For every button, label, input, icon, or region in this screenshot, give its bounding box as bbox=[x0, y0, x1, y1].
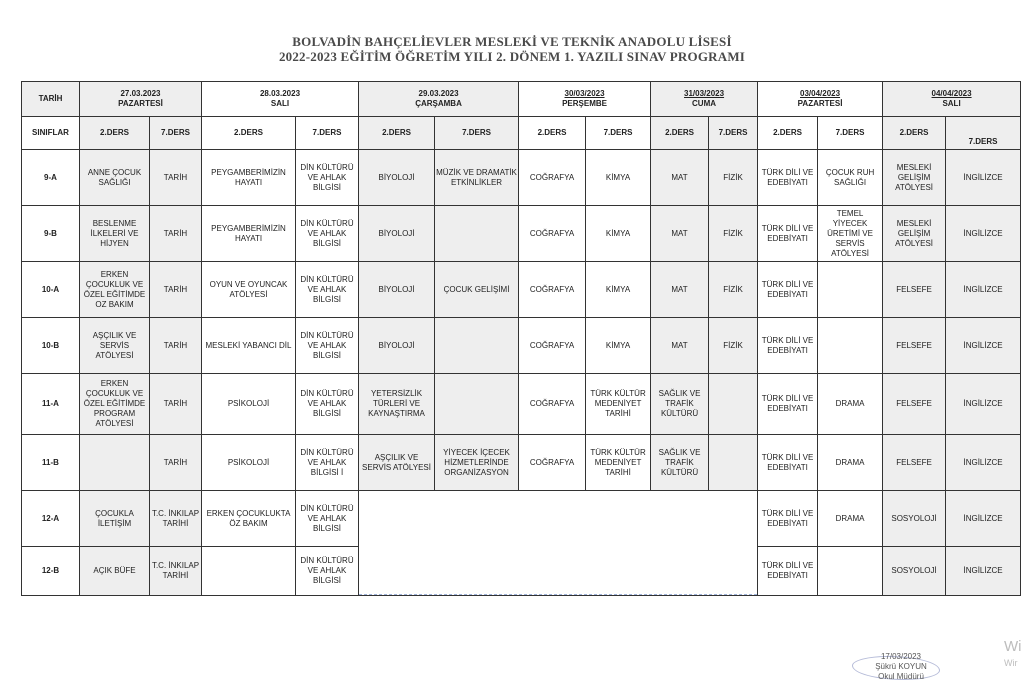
exam-schedule-table bbox=[21, 81, 1021, 596]
exam-cell: TARİH bbox=[150, 374, 202, 435]
tarih-label: TARİH bbox=[22, 82, 80, 117]
watermark-line-1: Wi bbox=[1004, 638, 1022, 655]
exam-cell: AŞÇILIK VE SERVİS ATÖLYESİ bbox=[80, 318, 150, 374]
exam-cell: ÇOCUK RUH SAĞLIĞI bbox=[818, 150, 883, 206]
lesson-label: 7.DERS bbox=[946, 117, 1021, 150]
exam-cell: MAT bbox=[651, 318, 709, 374]
exam-cell: MAT bbox=[651, 206, 709, 262]
day-header-7 bbox=[883, 82, 1021, 117]
lesson-label: 7.DERS bbox=[150, 117, 202, 150]
signature-date: 17/03/2023 bbox=[880, 652, 922, 661]
exam-cell: TÜRK KÜLTÜR MEDENİYET TARİHİ bbox=[586, 435, 651, 491]
exam-cell: ANNE ÇOCUK SAĞLIĞI bbox=[80, 150, 150, 206]
exam-cell: İNGİLİZCE bbox=[946, 491, 1021, 547]
exam-cell bbox=[435, 206, 519, 262]
exam-cell: MAT bbox=[651, 262, 709, 318]
lesson-label: 2.DERS bbox=[758, 117, 818, 150]
exam-cell: SAĞLIK VE TRAFİK KÜLTÜRÜ bbox=[651, 374, 709, 435]
lesson-label: 2.DERS bbox=[651, 117, 709, 150]
lesson-label: 2.DERS bbox=[202, 117, 296, 150]
exam-cell: TÜRK DİLİ VE EDEBİYATI bbox=[758, 374, 818, 435]
exam-cell: TÜRK DİLİ VE EDEBİYATI bbox=[758, 206, 818, 262]
class-label: 9-A bbox=[22, 150, 80, 206]
exam-cell bbox=[818, 262, 883, 318]
exam-cell: TÜRK DİLİ VE EDEBİYATI bbox=[758, 318, 818, 374]
exam-cell: YİYECEK İÇECEK HİZMETLERİNDE ORGANİZASYON bbox=[435, 435, 519, 491]
table-body bbox=[22, 82, 1021, 596]
exam-cell: OYUN VE OYUNCAK ATÖLYESİ bbox=[202, 262, 296, 318]
exam-cell bbox=[818, 318, 883, 374]
exam-cell bbox=[435, 374, 519, 435]
table-row bbox=[22, 150, 1021, 206]
table-row bbox=[22, 374, 1021, 435]
exam-cell: BESLENME İLKELERİ VE HİJYEN bbox=[80, 206, 150, 262]
exam-cell bbox=[80, 435, 150, 491]
exam-cell bbox=[435, 318, 519, 374]
exam-cell bbox=[709, 435, 758, 491]
day-date: 29.03.2023 bbox=[418, 89, 459, 98]
lesson-label: 7.DERS bbox=[296, 117, 359, 150]
class-label: 9-B bbox=[22, 206, 80, 262]
day-name: SALI bbox=[942, 99, 961, 108]
lesson-label: 2.DERS bbox=[883, 117, 946, 150]
exam-cell: COĞRAFYA bbox=[519, 262, 586, 318]
exam-cell: T.C. İNKILAP TARİHİ bbox=[150, 547, 202, 596]
exam-cell: TARİH bbox=[150, 262, 202, 318]
day-header-1 bbox=[80, 82, 202, 117]
signature-title: Okul Müdürü bbox=[878, 672, 924, 681]
exam-cell: DRAMA bbox=[818, 491, 883, 547]
exam-cell: PEYGAMBERİMİZİN HAYATI bbox=[202, 206, 296, 262]
siniflar-label: SINIFLAR bbox=[22, 117, 80, 150]
exam-cell: DİN KÜLTÜRÜ VE AHLAK BİLGİSİ bbox=[296, 491, 359, 547]
watermark-line-2: Wir bbox=[1004, 658, 1018, 668]
exam-cell: DİN KÜLTÜRÜ VE AHLAK BİLGİSİ bbox=[296, 206, 359, 262]
lesson-label: 7.DERS bbox=[586, 117, 651, 150]
exam-cell: ÇOCUK GELİŞİMİ bbox=[435, 262, 519, 318]
class-label: 12-A bbox=[22, 491, 80, 547]
exam-cell: ERKEN ÇOCUKLUK VE ÖZEL EĞİTİMDE PROGRAM ATÖLYESİ bbox=[80, 374, 150, 435]
exam-cell: BİYOLOJİ bbox=[359, 206, 435, 262]
exam-cell: MAT bbox=[651, 150, 709, 206]
day-date: 28.03.2023 bbox=[259, 89, 301, 98]
exam-cell: DİN KÜLTÜRÜ VE AHLAK BİLGİSİ bbox=[296, 150, 359, 206]
exam-cell: TÜRK DİLİ VE EDEBİYATI bbox=[758, 150, 818, 206]
exam-cell: TARİH bbox=[150, 150, 202, 206]
exam-cell: PSİKOLOJİ bbox=[202, 435, 296, 491]
exam-cell: İNGİLİZCE bbox=[946, 547, 1021, 596]
exam-cell: KİMYA bbox=[586, 150, 651, 206]
day-date: 31/03/2023 bbox=[684, 89, 725, 98]
lesson-label: 7.DERS bbox=[435, 117, 519, 150]
exam-cell: KİMYA bbox=[586, 262, 651, 318]
exam-cell: DRAMA bbox=[818, 374, 883, 435]
exam-cell: BİYOLOJİ bbox=[359, 318, 435, 374]
lesson-label: 7.DERS bbox=[818, 117, 883, 150]
exam-cell: COĞRAFYA bbox=[519, 206, 586, 262]
exam-cell bbox=[818, 547, 883, 596]
exam-cell: TÜRK DİLİ VE EDEBİYATI bbox=[758, 547, 818, 596]
exam-cell: TÜRK DİLİ VE EDEBİYATI bbox=[758, 435, 818, 491]
exam-cell: FELSEFE bbox=[883, 435, 946, 491]
exam-cell: FİZİK bbox=[709, 206, 758, 262]
day-header-4 bbox=[519, 82, 651, 117]
day-name: ÇARŞAMBA bbox=[415, 99, 462, 108]
class-label: 11-A bbox=[22, 374, 80, 435]
signature-name: Şükrü KOYUN bbox=[875, 662, 927, 671]
exam-cell: MESLEKİ GELİŞİM ATÖLYESİ bbox=[883, 206, 946, 262]
exam-cell: FELSEFE bbox=[883, 374, 946, 435]
empty-block bbox=[359, 491, 758, 596]
day-name: PERŞEMBE bbox=[562, 99, 607, 108]
page-subtitle: 2022-2023 EĞİTİM ÖĞRETİM YILI 2. DÖNEM 1. YAZILI SINAV PROGRAMI bbox=[278, 49, 746, 64]
exam-cell: DİN KÜLTÜRÜ VE AHLAK BİLGİSİ İ bbox=[296, 435, 359, 491]
exam-cell: İNGİLİZCE bbox=[946, 206, 1021, 262]
exam-cell: TARİH bbox=[150, 435, 202, 491]
exam-cell bbox=[709, 374, 758, 435]
table-row bbox=[22, 206, 1021, 262]
exam-cell: TEMEL YİYECEK ÜRETİMİ VE SERVİS ATÖLYESİ bbox=[818, 206, 883, 262]
exam-cell: İNGİLİZCE bbox=[946, 318, 1021, 374]
exam-cell: FİZİK bbox=[709, 262, 758, 318]
exam-cell: FİZİK bbox=[709, 150, 758, 206]
exam-cell: TÜRK DİLİ VE EDEBİYATI bbox=[758, 262, 818, 318]
exam-cell: KİMYA bbox=[586, 206, 651, 262]
exam-cell: DİN KÜLTÜRÜ VE AHLAK BİLGİSİ bbox=[296, 262, 359, 318]
signature-block bbox=[846, 652, 956, 682]
exam-cell: COĞRAFYA bbox=[519, 318, 586, 374]
exam-cell: DRAMA bbox=[818, 435, 883, 491]
lesson-label: 2.DERS bbox=[359, 117, 435, 150]
exam-cell: İNGİLİZCE bbox=[946, 374, 1021, 435]
exam-cell: BİYOLOJİ bbox=[359, 262, 435, 318]
day-date: 04/04/2023 bbox=[931, 89, 972, 98]
class-label: 10-B bbox=[22, 318, 80, 374]
day-name: PAZARTESİ bbox=[118, 99, 163, 108]
day-name: PAZARTESİ bbox=[797, 99, 843, 108]
day-name: CUMA bbox=[692, 99, 717, 108]
lesson-label: 2.DERS bbox=[80, 117, 150, 150]
lesson-label: 7.DERS bbox=[709, 117, 758, 150]
exam-cell: DİN KÜLTÜRÜ VE AHLAK BİLGİSİ bbox=[296, 547, 359, 596]
exam-cell: ÇOCUKLA İLETİŞİM bbox=[80, 491, 150, 547]
exam-cell: SAĞLIK VE TRAFİK KÜLTÜRÜ bbox=[651, 435, 709, 491]
day-header-6 bbox=[758, 82, 883, 117]
table-row bbox=[22, 318, 1021, 374]
exam-cell: COĞRAFYA bbox=[519, 435, 586, 491]
exam-cell: DİN KÜLTÜRÜ VE AHLAK BİLGİSİ bbox=[296, 318, 359, 374]
exam-cell: COĞRAFYA bbox=[519, 374, 586, 435]
date-header-row bbox=[22, 82, 1021, 117]
activation-watermark bbox=[1004, 636, 1022, 668]
exam-cell: TÜRK DİLİ VE EDEBİYATI bbox=[758, 491, 818, 547]
exam-cell: İNGİLİZCE bbox=[946, 150, 1021, 206]
day-date: 30/03/2023 bbox=[564, 89, 605, 98]
page-title: BOLVADİN BAHÇELİEVLER MESLEKİ VE TEKNİK ANADOLU LİSESİ bbox=[292, 34, 732, 49]
day-date: 27.03.2023 bbox=[120, 89, 161, 98]
exam-cell: MESLEKİ YABANCI DİL bbox=[202, 318, 296, 374]
exam-cell: DİN KÜLTÜRÜ VE AHLAK BİLGİSİ bbox=[296, 374, 359, 435]
exam-cell: FİZİK bbox=[709, 318, 758, 374]
exam-cell: TARİH bbox=[150, 206, 202, 262]
class-label: 10-A bbox=[22, 262, 80, 318]
exam-cell: PEYGAMBERİMİZİN HAYATI bbox=[202, 150, 296, 206]
exam-cell bbox=[202, 547, 296, 596]
exam-cell: TARİH bbox=[150, 318, 202, 374]
day-date: 03/04/2023 bbox=[800, 89, 841, 98]
exam-cell: SOSYOLOJİ bbox=[883, 547, 946, 596]
exam-cell: ERKEN ÇOCUKLUKTA ÖZ BAKIM bbox=[202, 491, 296, 547]
lesson-header-row bbox=[22, 117, 1021, 150]
exam-cell: AÇIK BÜFE bbox=[80, 547, 150, 596]
exam-cell: ERKEN ÇOCUKLUK VE ÖZEL EĞİTİMDE OZ BAKIM bbox=[80, 262, 150, 318]
exam-cell: PSİKOLOJİ bbox=[202, 374, 296, 435]
day-header-2 bbox=[202, 82, 359, 117]
exam-cell: SOSYOLOJİ bbox=[883, 491, 946, 547]
print-area-line bbox=[359, 594, 757, 595]
exam-cell: AŞÇILIK VE SERVİS ATÖLYESİ bbox=[359, 435, 435, 491]
exam-cell: MESLEKİ GELİŞİM ATÖLYESİ bbox=[883, 150, 946, 206]
class-label: 11-B bbox=[22, 435, 80, 491]
exam-cell: TÜRK KÜLTÜR MEDENİYET TARİHİ bbox=[586, 374, 651, 435]
lesson-label: 2.DERS bbox=[519, 117, 586, 150]
exam-cell: FELSEFE bbox=[883, 318, 946, 374]
table-row bbox=[22, 491, 1021, 547]
exam-cell: BİYOLOJİ bbox=[359, 150, 435, 206]
day-header-5 bbox=[651, 82, 758, 117]
table-row bbox=[22, 435, 1021, 491]
day-header-3 bbox=[359, 82, 519, 117]
exam-cell: COĞRAFYA bbox=[519, 150, 586, 206]
table-row bbox=[22, 262, 1021, 318]
exam-cell: İNGİLİZCE bbox=[946, 435, 1021, 491]
exam-cell: KİMYA bbox=[586, 318, 651, 374]
class-label: 12-B bbox=[22, 547, 80, 596]
exam-cell: İNGİLİZCE bbox=[946, 262, 1021, 318]
exam-cell: FELSEFE bbox=[883, 262, 946, 318]
day-name: SALI bbox=[270, 99, 290, 108]
exam-cell: YETERSİZLİK TÜRLERİ VE KAYNAŞTIRMA bbox=[359, 374, 435, 435]
exam-cell: MÜZİK VE DRAMATİK ETKİNLİKLER bbox=[435, 150, 519, 206]
exam-cell: T.C. İNKILAP TARİHİ bbox=[150, 491, 202, 547]
